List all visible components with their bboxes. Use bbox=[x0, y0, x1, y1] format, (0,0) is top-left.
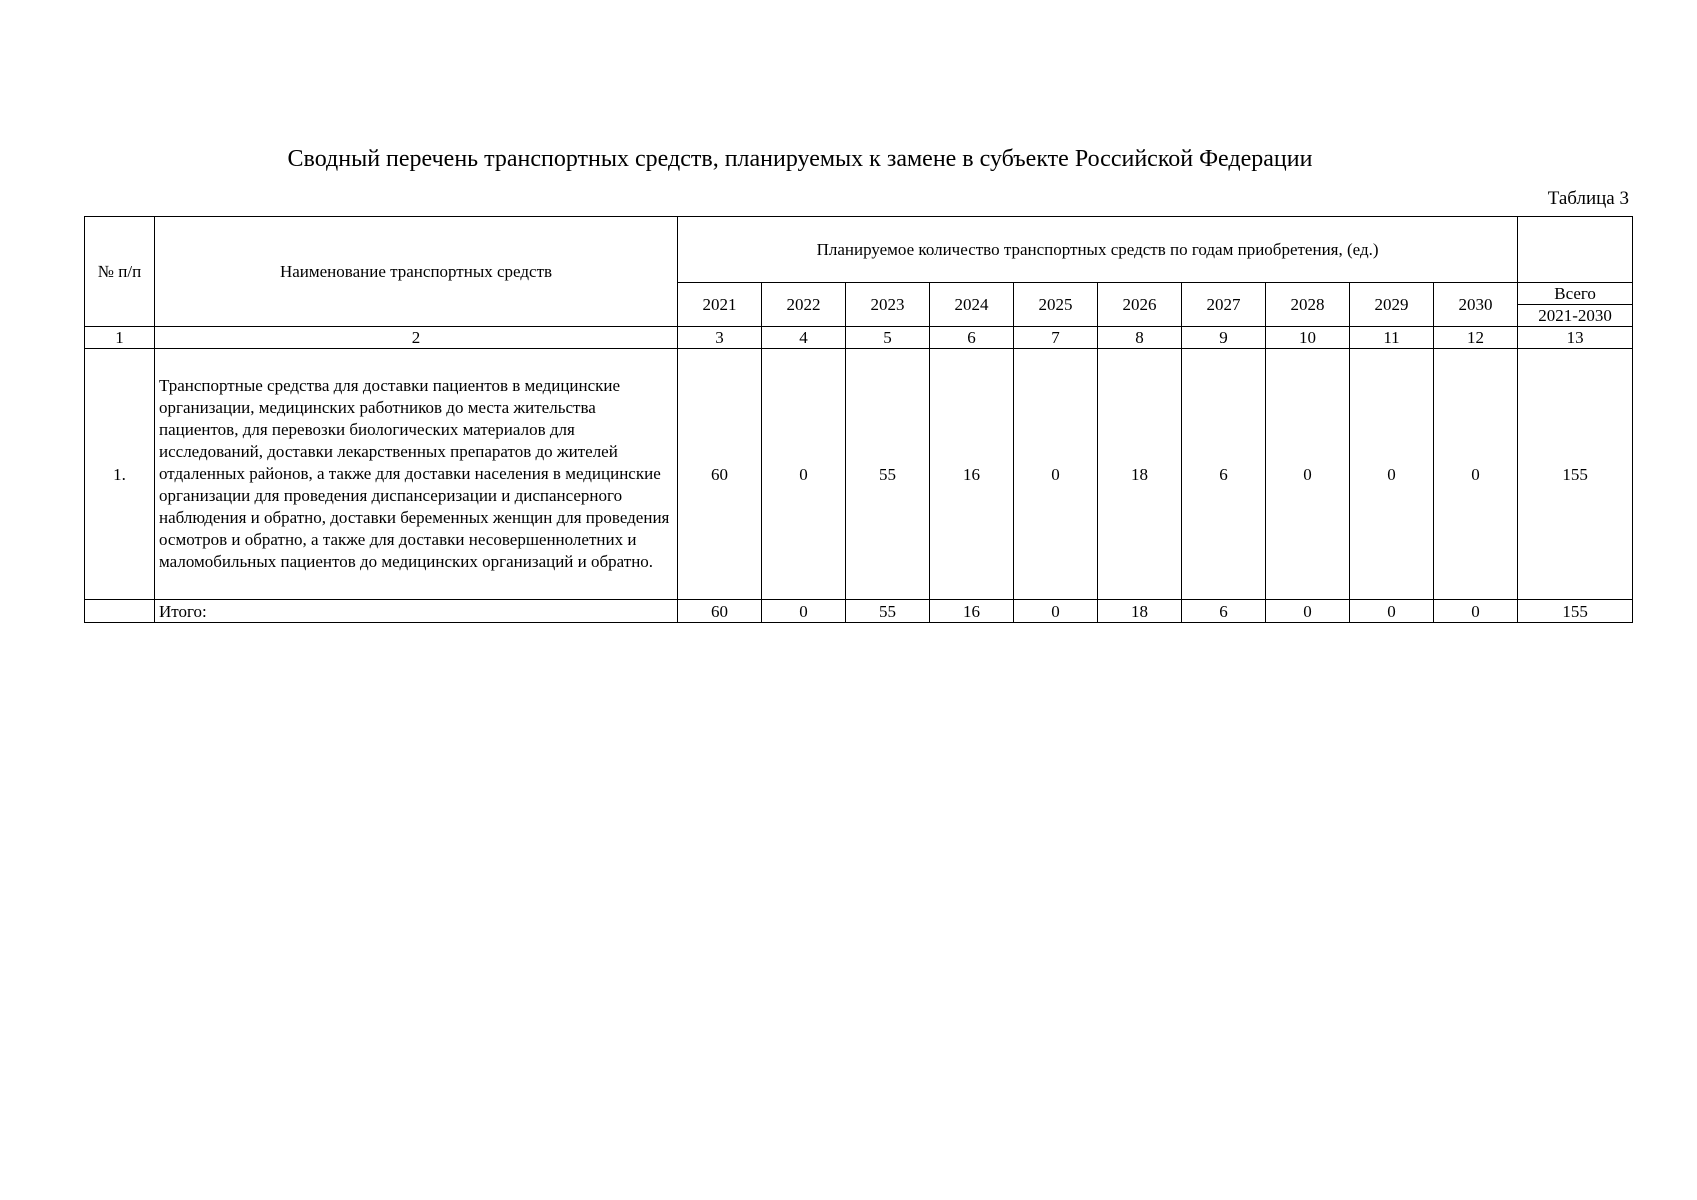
row-value: 0 bbox=[762, 349, 846, 600]
row-value: 18 bbox=[1098, 349, 1182, 600]
header-year: 2024 bbox=[930, 283, 1014, 327]
header-num: № п/п bbox=[85, 217, 155, 327]
total-row-num-blank bbox=[85, 600, 155, 623]
column-number: 3 bbox=[678, 327, 762, 349]
row-value: 16 bbox=[930, 349, 1014, 600]
header-year: 2025 bbox=[1014, 283, 1098, 327]
header-planned: Планируемое количество транспортных средств по годам приобретения, (ед.) bbox=[678, 217, 1518, 283]
total-value: 55 bbox=[846, 600, 930, 623]
header-year: 2029 bbox=[1350, 283, 1434, 327]
total-row-label: Итого: bbox=[155, 600, 678, 623]
header-row bbox=[85, 217, 1633, 283]
row-value: 0 bbox=[1014, 349, 1098, 600]
column-number: 12 bbox=[1434, 327, 1518, 349]
column-numbers-row bbox=[85, 327, 1633, 349]
table-row bbox=[85, 349, 1633, 600]
column-number: 9 bbox=[1182, 327, 1266, 349]
row-value: 60 bbox=[678, 349, 762, 600]
row-value: 0 bbox=[1266, 349, 1350, 600]
row-num: 1. bbox=[85, 349, 155, 600]
column-number: 8 bbox=[1098, 327, 1182, 349]
header-year: 2027 bbox=[1182, 283, 1266, 327]
column-number: 1 bbox=[85, 327, 155, 349]
header-total-blank bbox=[1518, 217, 1633, 283]
total-value: 18 bbox=[1098, 600, 1182, 623]
header-year: 2023 bbox=[846, 283, 930, 327]
header-year: 2028 bbox=[1266, 283, 1350, 327]
total-value: 16 bbox=[930, 600, 1014, 623]
total-value: 0 bbox=[762, 600, 846, 623]
header-year: 2021 bbox=[678, 283, 762, 327]
column-number: 11 bbox=[1350, 327, 1434, 349]
table-label: Таблица 3 bbox=[1547, 188, 1629, 209]
header-year: 2022 bbox=[762, 283, 846, 327]
total-value: 60 bbox=[678, 600, 762, 623]
row-total: 155 bbox=[1518, 349, 1633, 600]
total-value: 0 bbox=[1350, 600, 1434, 623]
header-name: Наименование транспортных средств bbox=[155, 217, 678, 327]
column-number: 6 bbox=[930, 327, 1014, 349]
document-title: Сводный перечень транспортных средств, планируемых к замене в субъекте Российской Федерации bbox=[287, 146, 1313, 172]
header-total-bottom: 2021-2030 bbox=[1518, 305, 1633, 327]
column-number: 4 bbox=[762, 327, 846, 349]
total-value: 6 bbox=[1182, 600, 1266, 623]
row-name: Транспортные средства для доставки пациентов в медицинские организации, медицинских работников до места жительства пациентов, для перевозки биологических материалов для исследований, доставки лекарственных препаратов до жителей отдаленных районов, а также для доставки населения в медицинские организации для проведения диспансеризации и диспансерного наблюдения и обратно, доставки беременных женщин для проведения осмотров и обратно, а также для доставки несовершеннолетних и маломобильных пациентов до медицинских организаций и обратно. bbox=[155, 349, 678, 600]
header-total-top: Всего bbox=[1518, 283, 1633, 305]
row-value: 0 bbox=[1350, 349, 1434, 600]
row-value: 6 bbox=[1182, 349, 1266, 600]
total-grand: 155 bbox=[1518, 600, 1633, 623]
row-value: 0 bbox=[1434, 349, 1518, 600]
total-value: 0 bbox=[1014, 600, 1098, 623]
column-number: 2 bbox=[155, 327, 678, 349]
vehicle-table bbox=[84, 216, 1633, 623]
column-number: 10 bbox=[1266, 327, 1350, 349]
total-value: 0 bbox=[1266, 600, 1350, 623]
row-value: 55 bbox=[846, 349, 930, 600]
total-value: 0 bbox=[1434, 600, 1518, 623]
header-year: 2030 bbox=[1434, 283, 1518, 327]
column-number: 13 bbox=[1518, 327, 1633, 349]
column-number: 5 bbox=[846, 327, 930, 349]
header-year: 2026 bbox=[1098, 283, 1182, 327]
total-row bbox=[85, 600, 1633, 623]
column-number: 7 bbox=[1014, 327, 1098, 349]
